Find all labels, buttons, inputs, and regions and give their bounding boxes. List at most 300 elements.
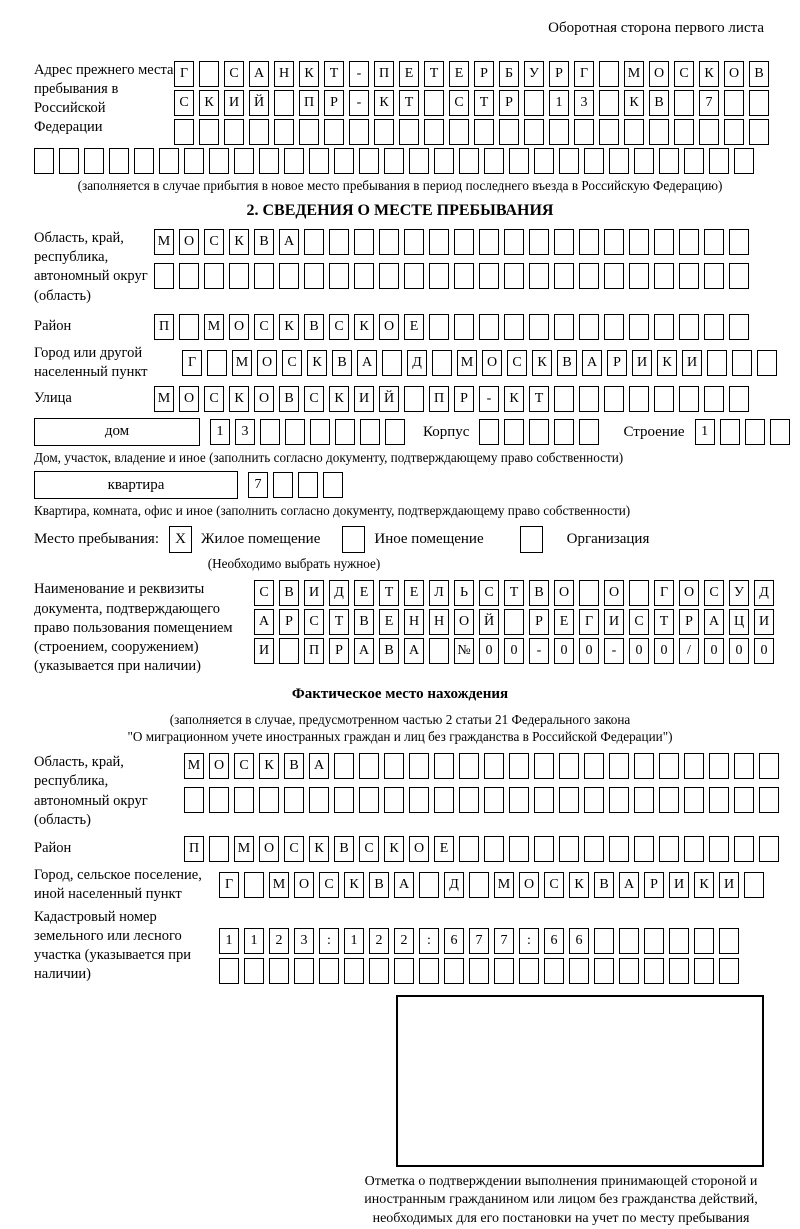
char-box[interactable]: К [354,314,374,340]
char-box[interactable]: В [254,229,274,255]
char-box[interactable]: : [319,928,339,954]
char-box[interactable]: В [304,314,324,340]
char-box[interactable]: К [374,90,394,116]
char-box[interactable] [757,350,777,376]
char-box[interactable]: Р [324,90,344,116]
char-box[interactable] [579,419,599,445]
char-box[interactable]: К [504,386,524,412]
char-box[interactable] [354,263,374,289]
char-box[interactable] [229,263,249,289]
char-box[interactable] [679,386,699,412]
char-box[interactable] [434,787,454,813]
char-box[interactable]: Д [329,580,349,606]
char-box[interactable] [604,263,624,289]
char-box[interactable] [379,263,399,289]
char-box[interactable] [359,753,379,779]
char-box[interactable] [454,314,474,340]
char-box[interactable] [579,314,599,340]
char-box[interactable] [629,229,649,255]
char-box[interactable] [384,787,404,813]
char-box[interactable] [504,419,524,445]
char-box[interactable] [509,753,529,779]
char-box[interactable]: Б [499,61,519,87]
char-box[interactable]: О [229,314,249,340]
char-box[interactable]: 0 [729,638,749,664]
char-box[interactable]: С [204,229,224,255]
char-box[interactable] [659,787,679,813]
char-box[interactable] [629,314,649,340]
char-box[interactable]: М [234,836,254,862]
char-box[interactable] [219,958,239,984]
char-box[interactable] [770,419,790,445]
char-box[interactable]: 1 [344,928,364,954]
char-box[interactable]: И [669,872,689,898]
char-box[interactable] [729,314,749,340]
char-box[interactable] [509,148,529,174]
char-box[interactable] [734,753,754,779]
char-box[interactable]: Е [449,61,469,87]
char-box[interactable] [524,119,544,145]
char-box[interactable]: И [719,872,739,898]
char-box[interactable] [694,958,714,984]
char-box[interactable] [624,119,644,145]
char-box[interactable]: В [649,90,669,116]
char-box[interactable] [604,386,624,412]
char-box[interactable]: 7 [248,472,268,498]
char-box[interactable]: 0 [554,638,574,664]
char-box[interactable] [629,580,649,606]
char-box[interactable] [544,958,564,984]
char-box[interactable] [279,263,299,289]
char-box[interactable] [629,263,649,289]
char-box[interactable]: - [604,638,624,664]
char-box[interactable]: К [699,61,719,87]
char-box[interactable]: Г [574,61,594,87]
char-box[interactable] [609,787,629,813]
char-box[interactable]: № [454,638,474,664]
char-box[interactable]: В [354,609,374,635]
char-box[interactable] [324,119,344,145]
char-box[interactable] [584,787,604,813]
char-box[interactable] [369,958,389,984]
char-box[interactable]: К [657,350,677,376]
char-box[interactable] [694,928,714,954]
char-box[interactable] [484,836,504,862]
char-box[interactable]: С [674,61,694,87]
char-box[interactable] [244,958,264,984]
char-box[interactable]: С [359,836,379,862]
char-box[interactable] [679,229,699,255]
char-box[interactable] [399,119,419,145]
char-box[interactable] [329,263,349,289]
char-box[interactable] [154,263,174,289]
char-box[interactable]: Р [454,386,474,412]
char-box[interactable]: О [179,386,199,412]
char-box[interactable]: О [259,836,279,862]
char-box[interactable] [359,148,379,174]
char-box[interactable]: Р [529,609,549,635]
char-box[interactable]: 1 [219,928,239,954]
char-box[interactable]: Т [474,90,494,116]
char-box[interactable]: К [309,836,329,862]
char-box[interactable]: 0 [654,638,674,664]
char-box[interactable] [504,263,524,289]
char-box[interactable] [379,229,399,255]
char-box[interactable]: С [174,90,194,116]
char-box[interactable]: С [704,580,724,606]
char-box[interactable]: М [154,386,174,412]
char-box[interactable]: 2 [269,928,289,954]
char-box[interactable] [344,958,364,984]
char-box[interactable] [609,148,629,174]
char-box[interactable] [609,836,629,862]
char-box[interactable]: К [569,872,589,898]
char-box[interactable]: А [582,350,602,376]
char-box[interactable] [504,314,524,340]
char-box[interactable] [249,119,269,145]
char-box[interactable] [724,119,744,145]
char-box[interactable]: С [304,386,324,412]
char-box[interactable]: О [409,836,429,862]
char-box[interactable] [634,836,654,862]
char-box[interactable]: М [204,314,224,340]
char-box[interactable] [559,836,579,862]
char-box[interactable] [269,958,289,984]
char-box[interactable] [594,928,614,954]
char-box[interactable] [704,263,724,289]
char-box[interactable]: 2 [394,928,414,954]
char-box[interactable]: И [254,638,274,664]
char-box[interactable] [634,787,654,813]
char-box[interactable] [529,314,549,340]
char-box[interactable]: : [419,928,439,954]
char-box[interactable] [34,148,54,174]
char-box[interactable] [204,263,224,289]
char-box[interactable]: О [519,872,539,898]
char-box[interactable] [335,419,355,445]
char-box[interactable]: Л [429,580,449,606]
char-box[interactable] [554,229,574,255]
char-box[interactable]: К [694,872,714,898]
char-box[interactable] [419,872,439,898]
char-box[interactable]: С [254,314,274,340]
char-box[interactable] [385,419,405,445]
other-premises-checkbox[interactable] [342,526,365,553]
char-box[interactable]: П [304,638,324,664]
char-box[interactable]: Р [329,638,349,664]
char-box[interactable]: О [209,753,229,779]
char-box[interactable]: Р [549,61,569,87]
char-box[interactable] [659,148,679,174]
char-box[interactable]: Е [404,580,424,606]
house-field-box[interactable]: дом [34,418,200,446]
char-box[interactable] [509,787,529,813]
char-box[interactable] [709,148,729,174]
char-box[interactable] [434,753,454,779]
char-box[interactable] [674,90,694,116]
char-box[interactable]: П [374,61,394,87]
char-box[interactable] [234,148,254,174]
char-box[interactable]: А [394,872,414,898]
char-box[interactable] [207,350,227,376]
char-box[interactable] [509,836,529,862]
char-box[interactable]: Г [219,872,239,898]
char-box[interactable] [429,229,449,255]
char-box[interactable]: С [329,314,349,340]
char-box[interactable]: Г [182,350,202,376]
char-box[interactable]: Р [499,90,519,116]
char-box[interactable] [209,836,229,862]
char-box[interactable] [709,753,729,779]
char-box[interactable]: И [632,350,652,376]
char-box[interactable] [404,229,424,255]
char-box[interactable] [59,148,79,174]
char-box[interactable]: Т [424,61,444,87]
char-box[interactable] [360,419,380,445]
char-box[interactable]: В [369,872,389,898]
char-box[interactable] [284,787,304,813]
char-box[interactable] [134,148,154,174]
char-box[interactable] [279,638,299,664]
char-box[interactable]: 3 [235,419,255,445]
char-box[interactable] [584,753,604,779]
char-box[interactable] [699,119,719,145]
char-box[interactable]: А [357,350,377,376]
char-box[interactable] [549,119,569,145]
char-box[interactable] [519,958,539,984]
char-box[interactable] [654,263,674,289]
char-box[interactable]: Г [174,61,194,87]
char-box[interactable] [759,836,779,862]
char-box[interactable]: И [224,90,244,116]
char-box[interactable]: 0 [579,638,599,664]
char-box[interactable]: А [704,609,724,635]
char-box[interactable] [349,119,369,145]
organization-checkbox[interactable] [520,526,543,553]
char-box[interactable] [619,958,639,984]
char-box[interactable]: К [229,386,249,412]
char-box[interactable] [179,314,199,340]
char-box[interactable] [174,119,194,145]
char-box[interactable]: А [354,638,374,664]
char-box[interactable] [479,419,499,445]
char-box[interactable] [724,90,744,116]
char-box[interactable]: С [544,872,564,898]
char-box[interactable] [554,419,574,445]
char-box[interactable] [534,787,554,813]
char-box[interactable]: К [329,386,349,412]
char-box[interactable] [309,787,329,813]
char-box[interactable]: К [344,872,364,898]
char-box[interactable]: Ц [729,609,749,635]
char-box[interactable]: Г [579,609,599,635]
char-box[interactable]: М [269,872,289,898]
char-box[interactable] [184,148,204,174]
char-box[interactable] [709,836,729,862]
char-box[interactable]: К [259,753,279,779]
char-box[interactable] [554,263,574,289]
char-box[interactable]: С [234,753,254,779]
char-box[interactable]: Г [654,580,674,606]
char-box[interactable] [504,609,524,635]
char-box[interactable]: - [349,61,369,87]
char-box[interactable] [574,119,594,145]
char-box[interactable]: - [479,386,499,412]
char-box[interactable] [654,229,674,255]
char-box[interactable]: Р [644,872,664,898]
char-box[interactable] [259,787,279,813]
char-box[interactable] [619,928,639,954]
char-box[interactable]: 0 [704,638,724,664]
char-box[interactable]: 0 [479,638,499,664]
char-box[interactable]: М [457,350,477,376]
char-box[interactable]: В [594,872,614,898]
char-box[interactable] [684,753,704,779]
char-box[interactable] [654,314,674,340]
char-box[interactable]: С [224,61,244,87]
char-box[interactable]: М [154,229,174,255]
char-box[interactable] [719,958,739,984]
char-box[interactable] [329,229,349,255]
char-box[interactable] [704,386,724,412]
char-box[interactable]: А [249,61,269,87]
char-box[interactable] [749,90,769,116]
char-box[interactable] [394,958,414,984]
char-box[interactable]: К [299,61,319,87]
char-box[interactable] [629,386,649,412]
char-box[interactable] [409,787,429,813]
char-box[interactable]: 3 [294,928,314,954]
char-box[interactable] [604,229,624,255]
char-box[interactable]: С [254,580,274,606]
char-box[interactable]: - [349,90,369,116]
char-box[interactable] [404,263,424,289]
char-box[interactable]: А [309,753,329,779]
char-box[interactable] [679,314,699,340]
char-box[interactable]: Р [474,61,494,87]
char-box[interactable] [459,787,479,813]
char-box[interactable]: С [282,350,302,376]
char-box[interactable] [669,958,689,984]
char-box[interactable] [469,958,489,984]
char-box[interactable]: 6 [444,928,464,954]
char-box[interactable]: А [279,229,299,255]
char-box[interactable]: О [454,609,474,635]
char-box[interactable] [484,787,504,813]
char-box[interactable] [479,229,499,255]
char-box[interactable] [479,263,499,289]
char-box[interactable] [304,263,324,289]
char-box[interactable]: Т [379,580,399,606]
char-box[interactable]: Т [504,580,524,606]
char-box[interactable]: Е [354,580,374,606]
char-box[interactable] [469,872,489,898]
char-box[interactable] [734,836,754,862]
char-box[interactable] [554,386,574,412]
char-box[interactable] [729,386,749,412]
char-box[interactable]: И [304,580,324,606]
char-box[interactable]: Й [249,90,269,116]
char-box[interactable]: К [199,90,219,116]
char-box[interactable] [534,148,554,174]
char-box[interactable]: Е [554,609,574,635]
char-box[interactable] [459,836,479,862]
char-box[interactable]: О [482,350,502,376]
char-box[interactable] [273,472,293,498]
char-box[interactable]: 0 [629,638,649,664]
char-box[interactable]: В [284,753,304,779]
char-box[interactable] [534,753,554,779]
char-box[interactable] [409,753,429,779]
char-box[interactable] [209,787,229,813]
char-box[interactable]: Д [407,350,427,376]
char-box[interactable]: О [294,872,314,898]
char-box[interactable]: О [179,229,199,255]
char-box[interactable]: Е [379,609,399,635]
char-box[interactable] [274,90,294,116]
char-box[interactable]: Р [679,609,699,635]
char-box[interactable] [429,263,449,289]
char-box[interactable]: К [624,90,644,116]
char-box[interactable]: К [532,350,552,376]
char-box[interactable]: Т [399,90,419,116]
char-box[interactable] [299,119,319,145]
char-box[interactable]: К [279,314,299,340]
char-box[interactable] [459,148,479,174]
char-box[interactable]: П [184,836,204,862]
char-box[interactable]: А [254,609,274,635]
char-box[interactable]: У [729,580,749,606]
char-box[interactable] [609,753,629,779]
char-box[interactable] [729,263,749,289]
char-box[interactable] [684,836,704,862]
char-box[interactable]: Е [434,836,454,862]
char-box[interactable] [184,787,204,813]
char-box[interactable] [323,472,343,498]
char-box[interactable] [109,148,129,174]
char-box[interactable] [429,638,449,664]
char-box[interactable] [334,148,354,174]
char-box[interactable] [374,119,394,145]
char-box[interactable] [649,119,669,145]
char-box[interactable] [179,263,199,289]
char-box[interactable]: Т [654,609,674,635]
char-box[interactable] [704,314,724,340]
char-box[interactable] [579,229,599,255]
char-box[interactable]: Е [404,314,424,340]
char-box[interactable] [479,314,499,340]
char-box[interactable] [454,263,474,289]
char-box[interactable]: В [334,836,354,862]
char-box[interactable] [409,148,429,174]
char-box[interactable] [659,836,679,862]
char-box[interactable]: Н [429,609,449,635]
char-box[interactable] [199,119,219,145]
char-box[interactable] [474,119,494,145]
char-box[interactable]: В [279,580,299,606]
char-box[interactable] [444,958,464,984]
char-box[interactable] [434,148,454,174]
char-box[interactable] [309,148,329,174]
char-box[interactable]: / [679,638,699,664]
char-box[interactable] [454,229,474,255]
char-box[interactable]: 1 [210,419,230,445]
char-box[interactable]: К [384,836,404,862]
char-box[interactable] [260,419,280,445]
char-box[interactable] [159,148,179,174]
char-box[interactable] [684,148,704,174]
char-box[interactable]: О [554,580,574,606]
